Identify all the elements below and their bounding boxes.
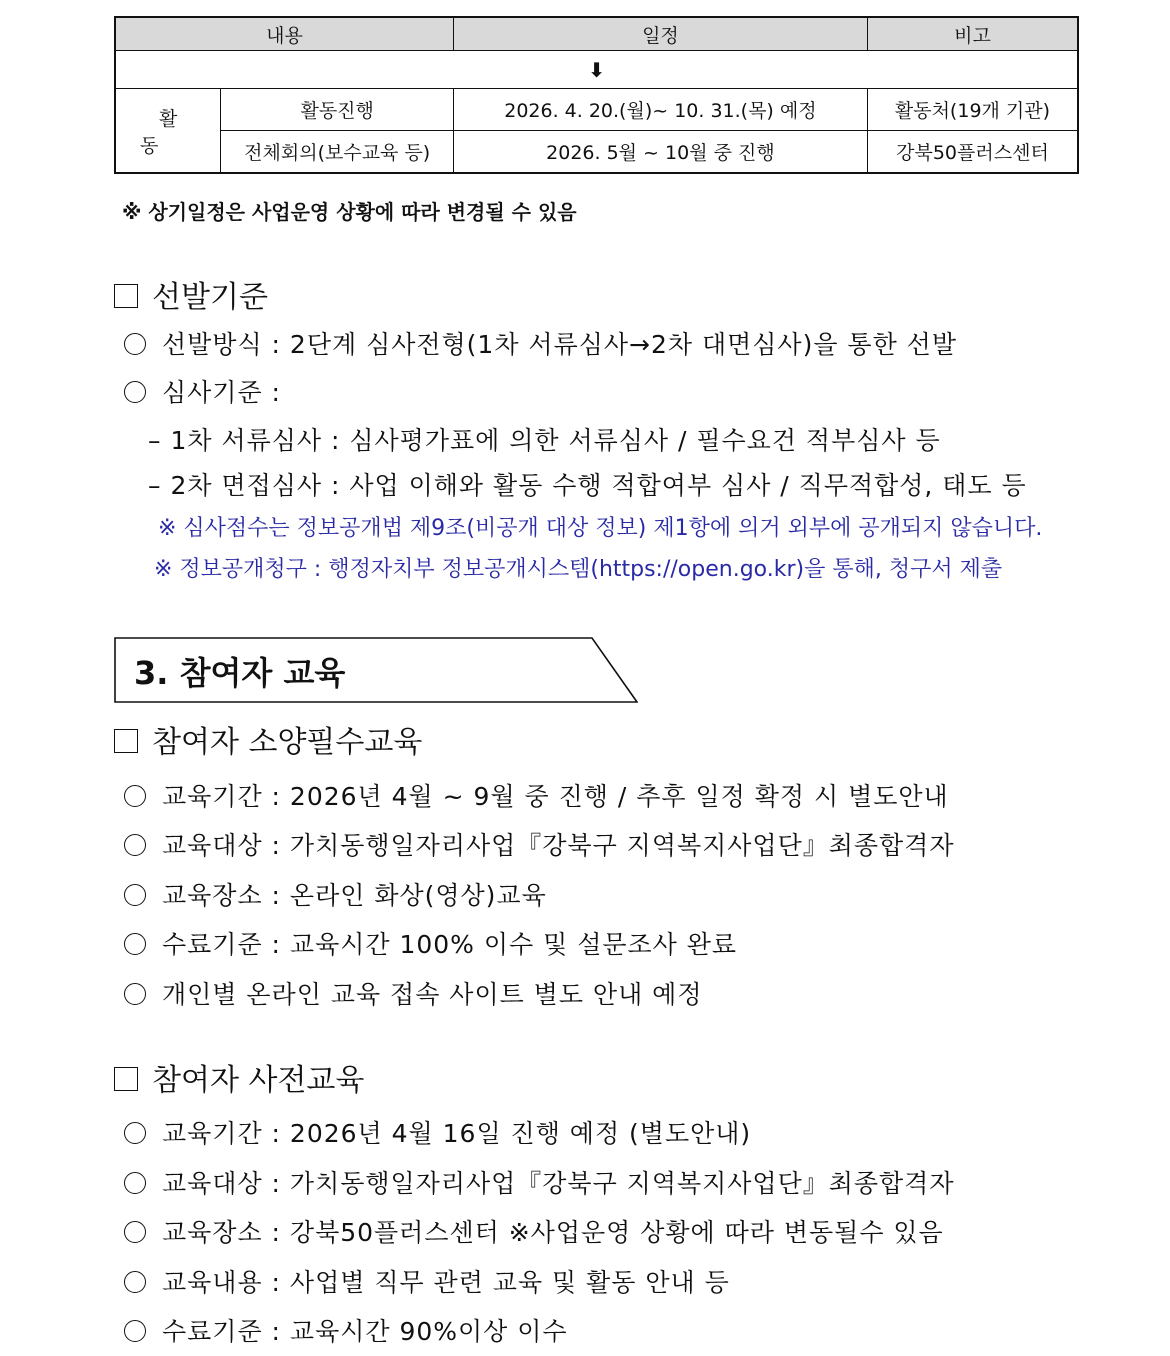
row-item: 전체회의(보수교육 등): [221, 131, 453, 174]
pre-edu-heading: [114, 1055, 364, 1099]
header-content: 내용: [115, 17, 453, 51]
circle-bullet-icon: [124, 1172, 146, 1194]
circle-bullet-icon: [124, 1271, 146, 1293]
list-item: 교육기간 : 2026년 4월 16일 진행 예정 (별도안내): [124, 1114, 751, 1150]
row-schedule: 2026. 4. 20.(월)~ 10. 31.(목) 예정: [453, 89, 867, 131]
list-item: 심사기준 :: [124, 373, 281, 409]
list-item: 교육대상 : 가치동행일자리사업『강북구 지역복지사업단』최종합격자: [124, 826, 954, 862]
mandatory-edu-title: 참여자 소양필수교육: [152, 725, 423, 760]
disclosure-note: ※ 심사점수는 정보공개법 제9조(비공개 대상 정보) 제1항에 의거 외부에 공개되지 않습니다.: [158, 516, 1043, 541]
circle-bullet-icon: [124, 1122, 146, 1144]
list-item: 교육내용 : 사업별 직무 관련 교육 및 활동 안내 등: [124, 1263, 730, 1299]
circle-bullet-icon: [124, 1221, 146, 1243]
circle-bullet-icon: [124, 333, 146, 355]
sub-list-item: – 2차 면접심사 : 사업 이해와 활동 수행 적합여부 심사 / 직무적합성, 태도 등: [148, 471, 1027, 500]
mandatory-edu-heading: [114, 717, 422, 761]
header-remark: 비고: [867, 17, 1078, 51]
circle-bullet-icon: [124, 1320, 146, 1342]
section-title: 3. 참여자 교육: [134, 654, 346, 692]
activity-group-label: 활 동: [115, 89, 221, 174]
list-item: 선발방식 : 2단계 심사전형(1차 서류심사→2차 대면심사)을 통한 선발: [124, 325, 957, 361]
selection-title: 선발기준: [152, 280, 268, 315]
row-remark: 활동처(19개 기관): [867, 89, 1078, 131]
list-item: 개인별 온라인 교육 접속 사이트 별도 안내 예정: [124, 975, 702, 1011]
schedule-note: ※ 상기일정은 사업운영 상황에 따라 변경될 수 있음: [122, 200, 577, 224]
sub-list-item: – 1차 서류심사 : 심사평가표에 의한 서류심사 / 필수요건 적부심사 등: [148, 426, 941, 455]
schedule-table: [114, 16, 1079, 174]
circle-bullet-icon: [124, 785, 146, 807]
down-arrow-icon: ⬇: [588, 57, 605, 82]
circle-bullet-icon: [124, 884, 146, 906]
row-schedule: 2026. 5월 ~ 10월 중 진행: [453, 131, 867, 174]
arrow-row: [115, 51, 1078, 89]
list-item: 교육기간 : 2026년 4월 ~ 9월 중 진행 / 추후 일정 확정 시 별도안내: [124, 777, 949, 813]
list-item: 교육장소 : 강북50플러스센터 ※사업운영 상황에 따라 변동될수 있음: [124, 1213, 944, 1249]
list-item: 교육대상 : 가치동행일자리사업『강북구 지역복지사업단』최종합격자: [124, 1164, 954, 1200]
list-item: 수료기준 : 교육시간 90%이상 이수: [124, 1312, 568, 1348]
circle-bullet-icon: [124, 933, 146, 955]
circle-bullet-icon: [124, 834, 146, 856]
table-header-row: [115, 17, 1078, 51]
circle-bullet-icon: [124, 983, 146, 1005]
selection-heading: [114, 272, 268, 316]
table-row: [115, 131, 1078, 174]
list-item: 교육장소 : 온라인 화상(영상)교육: [124, 876, 547, 912]
header-schedule: 일정: [453, 17, 867, 51]
row-item: 활동진행: [221, 89, 453, 131]
checkbox-square-icon: [114, 1067, 138, 1091]
row-remark: 강북50플러스센터: [867, 131, 1078, 174]
checkbox-square-icon: [114, 284, 138, 308]
list-item: 수료기준 : 교육시간 100% 이수 및 설문조사 완료: [124, 925, 737, 961]
checkbox-square-icon: [114, 729, 138, 753]
pre-edu-title: 참여자 사전교육: [152, 1063, 365, 1098]
table-row: [115, 89, 1078, 131]
disclosure-request-note: ※ 정보공개청구 : 행정자치부 정보공개시스템(https://open.go.kr)을 통해, 청구서 제출: [154, 557, 1003, 582]
circle-bullet-icon: [124, 381, 146, 403]
